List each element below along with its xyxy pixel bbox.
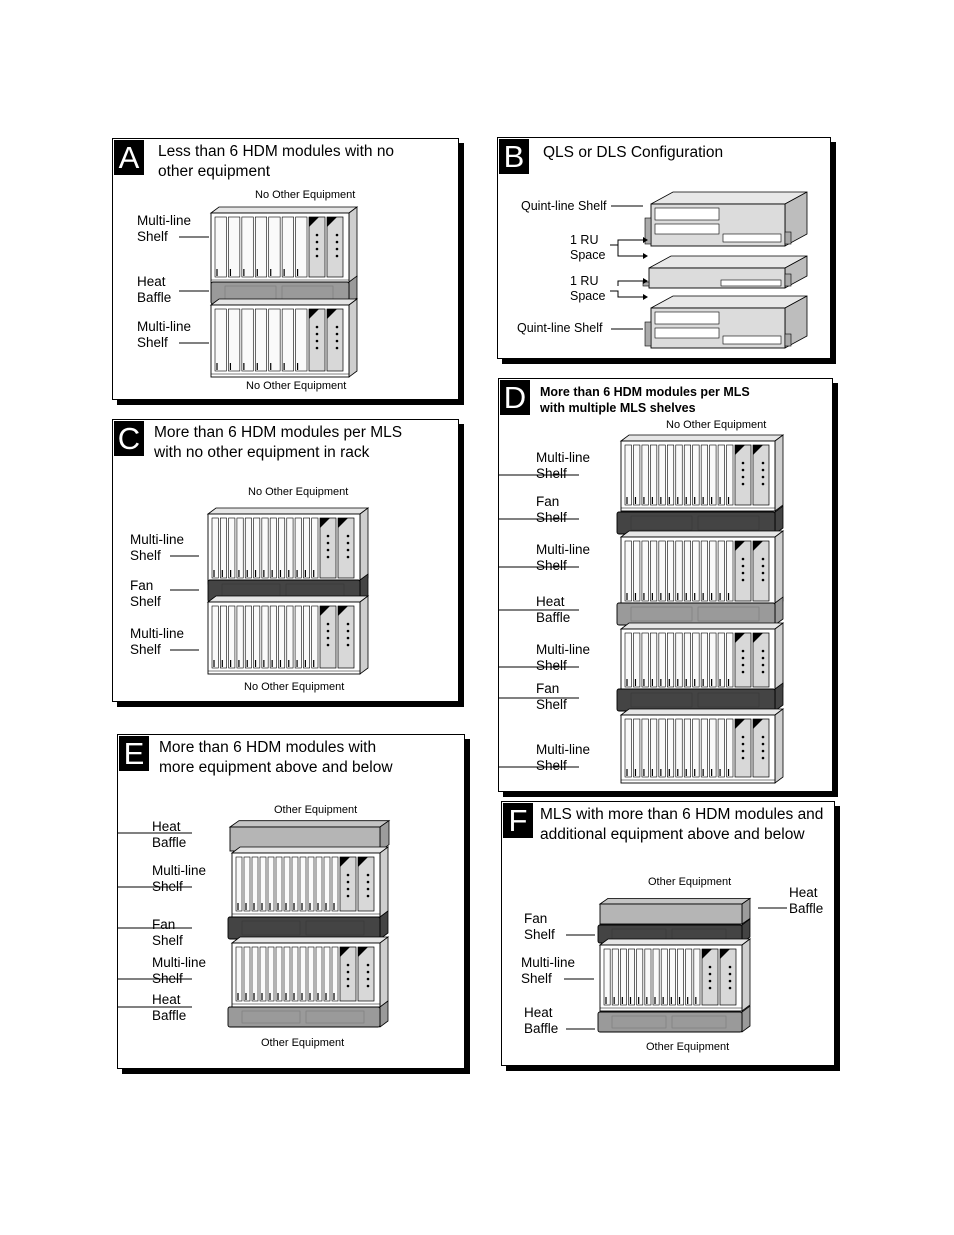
top-caption: No Other Equipment xyxy=(248,486,349,498)
hdm-module xyxy=(753,719,769,777)
label-space: Space xyxy=(570,248,606,262)
line-card-slot xyxy=(694,949,700,1005)
line-card-slot xyxy=(287,518,293,578)
label-line2: Shelf xyxy=(130,594,161,609)
line-card-slot xyxy=(295,606,301,668)
line-card-slot xyxy=(642,633,648,687)
line-card-slot xyxy=(637,949,643,1005)
label-multi-line-shelf: Multi-line xyxy=(137,319,192,334)
line-card-slot xyxy=(653,949,659,1005)
line-card-slot xyxy=(693,445,699,505)
line-card-slot xyxy=(620,949,626,1005)
hdm-module xyxy=(720,949,736,1005)
line-card-slot xyxy=(625,633,631,687)
component-label-line2: Shelf xyxy=(536,466,567,481)
panel-title: MLS with more than 6 HDM modules and additional equipment above and below xyxy=(540,806,824,843)
line-card-slot xyxy=(332,947,338,1001)
line-card-slot xyxy=(215,217,226,277)
line-card-slot xyxy=(324,947,330,1001)
line-card-slot xyxy=(242,217,253,277)
line-card-slot xyxy=(701,541,707,601)
label-fan-shelf: Fan xyxy=(524,911,548,926)
component-label-line2: Shelf xyxy=(536,758,567,773)
line-card-slot xyxy=(645,949,651,1005)
top-caption: Other Equipment xyxy=(274,804,358,816)
component-label: Fan xyxy=(152,917,176,932)
line-card-slot xyxy=(727,633,733,687)
component-label-line2: Shelf xyxy=(152,971,183,986)
line-card-slot xyxy=(633,445,639,505)
multi-line-shelf xyxy=(621,623,783,693)
hdm-module xyxy=(358,857,374,911)
line-card-slot xyxy=(292,857,298,911)
hdm-module xyxy=(735,541,751,601)
line-card-slot xyxy=(295,518,301,578)
bottom-caption: No Other Equipment xyxy=(244,681,345,693)
line-card-slot xyxy=(228,309,239,371)
line-card-slot xyxy=(252,947,258,1001)
line-card-slot xyxy=(269,217,280,277)
line-card-slot xyxy=(693,719,699,777)
component-label-line2: Baffle xyxy=(536,610,571,625)
line-card-slot xyxy=(270,518,276,578)
line-card-slot xyxy=(245,518,251,578)
multi-line-shelf xyxy=(208,508,368,584)
multi-line-shelf xyxy=(211,299,357,377)
component-label-line2: Baffle xyxy=(152,1008,187,1023)
line-card-slot xyxy=(276,857,282,911)
label-line2: Shelf xyxy=(521,971,552,986)
line-card-slot xyxy=(303,606,309,668)
other-equipment xyxy=(230,821,389,851)
line-card-slot xyxy=(604,949,610,1005)
line-card-slot xyxy=(316,857,322,911)
line-card-slot xyxy=(303,518,309,578)
line-card-slot xyxy=(296,217,307,277)
hdm-module xyxy=(358,947,374,1001)
line-card-slot xyxy=(308,947,314,1001)
line-card-slot xyxy=(269,309,280,371)
line-card-slot xyxy=(324,857,330,911)
quint-line-shelf xyxy=(645,192,807,246)
bottom-caption: No Other Equipment xyxy=(246,380,347,392)
multi-line-shelf xyxy=(211,207,357,283)
label-1ru: 1 RU xyxy=(570,233,599,247)
hdm-module xyxy=(753,541,769,601)
line-card-slot xyxy=(220,518,226,578)
line-card-slot xyxy=(236,857,242,911)
line-card-slot xyxy=(676,633,682,687)
rack-diagram xyxy=(499,379,834,793)
label-line2: Baffle xyxy=(137,290,172,305)
label-space: Space xyxy=(570,289,606,303)
line-card-slot xyxy=(242,309,253,371)
line-card-slot xyxy=(237,518,243,578)
bottom-caption: Other Equipment xyxy=(646,1041,730,1053)
label-heat-baffle: Heat xyxy=(524,1005,553,1020)
label-line2: Baffle xyxy=(524,1021,559,1036)
line-card-slot xyxy=(284,947,290,1001)
line-card-slot xyxy=(260,857,266,911)
panel-e xyxy=(117,734,465,1069)
line-card-slot xyxy=(287,606,293,668)
line-card-slot xyxy=(693,633,699,687)
line-card-slot xyxy=(625,719,631,777)
multi-line-shelf xyxy=(232,937,388,1007)
hdm-module xyxy=(338,606,354,668)
line-card-slot xyxy=(659,445,665,505)
line-card-slot xyxy=(642,445,648,505)
hdm-module xyxy=(338,518,354,578)
hdm-module xyxy=(340,947,356,1001)
panel-b xyxy=(497,137,831,359)
line-card-slot xyxy=(727,719,733,777)
line-card-slot xyxy=(684,719,690,777)
line-card-slot xyxy=(254,518,260,578)
top-caption: No Other Equipment xyxy=(666,419,767,431)
line-card-slot xyxy=(701,445,707,505)
line-card-slot xyxy=(612,949,618,1005)
component-label: Multi-line xyxy=(536,542,591,557)
line-card-slot xyxy=(667,719,673,777)
line-card-slot xyxy=(270,606,276,668)
line-card-slot xyxy=(686,949,692,1005)
line-card-slot xyxy=(676,445,682,505)
line-card-slot xyxy=(633,541,639,601)
line-card-slot xyxy=(212,518,218,578)
line-card-slot xyxy=(659,719,665,777)
label-line2: Shelf xyxy=(137,229,168,244)
line-card-slot xyxy=(727,445,733,505)
line-card-slot xyxy=(296,309,307,371)
multi-line-shelf xyxy=(211,299,357,377)
label-fan-shelf: Fan xyxy=(130,578,154,593)
panel-letter: E xyxy=(119,736,149,771)
hdm-module xyxy=(735,719,751,777)
panel-title: More than 6 HDM modules per MLS with multiple MLS shelves xyxy=(540,385,750,415)
component-label: Multi-line xyxy=(152,955,207,970)
component-label-line2: Shelf xyxy=(536,658,567,673)
line-card-slot xyxy=(245,606,251,668)
line-card-slot xyxy=(718,633,724,687)
component-label: Heat xyxy=(152,992,181,1007)
rack-diagram xyxy=(113,139,460,401)
label-line2: Shelf xyxy=(524,927,555,942)
line-card-slot xyxy=(300,947,306,1001)
multi-line-shelf xyxy=(211,207,357,283)
line-card-slot xyxy=(684,445,690,505)
line-card-slot xyxy=(684,541,690,601)
line-card-slot xyxy=(252,857,258,911)
hdm-module xyxy=(340,857,356,911)
line-card-slot xyxy=(667,633,673,687)
panel-letter: D xyxy=(500,380,530,415)
panel-title: More than 6 HDM modules per MLS with no other equipment in rack xyxy=(154,424,403,461)
line-card-slot xyxy=(633,719,639,777)
line-card-slot xyxy=(684,633,690,687)
component-label: Heat xyxy=(536,594,565,609)
label-line2: Shelf xyxy=(130,548,161,563)
hdm-module xyxy=(753,445,769,505)
label-1ru: 1 RU xyxy=(570,274,599,288)
label-multi-line-shelf: Multi-line xyxy=(130,532,185,547)
line-card-slot xyxy=(669,949,675,1005)
label-heat-baffle: Heat xyxy=(789,885,818,900)
panel-f xyxy=(501,801,835,1066)
line-card-slot xyxy=(300,857,306,911)
component-label-line2: Baffle xyxy=(152,835,187,850)
label-quint-line-shelf: Quint-line Shelf xyxy=(521,199,607,213)
line-card-slot xyxy=(244,947,250,1001)
line-card-slot xyxy=(276,947,282,1001)
label-line2: Shelf xyxy=(130,642,161,657)
hdm-module xyxy=(327,217,343,277)
line-card-slot xyxy=(332,857,338,911)
line-card-slot xyxy=(260,947,266,1001)
line-card-slot xyxy=(642,541,648,601)
top-caption: No Other Equipment xyxy=(255,189,356,201)
line-card-slot xyxy=(676,541,682,601)
line-card-slot xyxy=(229,518,235,578)
rack-diagram xyxy=(113,420,460,703)
bottom-caption: Other Equipment xyxy=(261,1037,345,1049)
hdm-module xyxy=(320,518,336,578)
multi-line-shelf xyxy=(621,531,783,607)
panel-a xyxy=(112,138,459,400)
rack-diagram xyxy=(118,735,466,1070)
line-card-slot xyxy=(667,541,673,601)
line-card-slot xyxy=(316,947,322,1001)
line-card-slot xyxy=(642,719,648,777)
component-label-line2: Shelf xyxy=(536,697,567,712)
line-card-slot xyxy=(710,633,716,687)
line-card-slot xyxy=(625,445,631,505)
panel-title: QLS or DLS Configuration xyxy=(543,144,724,161)
line-card-slot xyxy=(650,719,656,777)
multi-line-shelf xyxy=(621,435,783,511)
line-card-slot xyxy=(633,633,639,687)
line-card-slot xyxy=(676,719,682,777)
line-card-slot xyxy=(308,857,314,911)
panel-letter: F xyxy=(503,803,533,838)
component-label: Multi-line xyxy=(152,863,207,878)
line-card-slot xyxy=(268,947,274,1001)
component-label-line2: Shelf xyxy=(536,510,567,525)
heat-baffle xyxy=(600,898,750,924)
component-label: Fan xyxy=(536,494,560,509)
line-card-slot xyxy=(268,857,274,911)
label-line2: Shelf xyxy=(137,335,168,350)
line-card-slot xyxy=(312,606,318,668)
multi-line-shelf xyxy=(621,709,783,783)
line-card-slot xyxy=(727,541,733,601)
line-card-slot xyxy=(629,949,635,1005)
panel-letter: B xyxy=(499,139,529,174)
line-card-slot xyxy=(278,518,284,578)
component-label: Fan xyxy=(536,681,560,696)
hdm-module xyxy=(735,445,751,505)
line-card-slot xyxy=(237,606,243,668)
line-card-slot xyxy=(710,541,716,601)
label-line2: Baffle xyxy=(789,901,824,916)
line-card-slot xyxy=(215,309,226,371)
hdm-module xyxy=(327,309,343,371)
line-card-slot xyxy=(701,719,707,777)
panel-title: More than 6 HDM modules with more equipment above and below xyxy=(159,739,393,776)
line-card-slot xyxy=(312,518,318,578)
line-card-slot xyxy=(262,606,268,668)
panel-letter: C xyxy=(114,421,144,456)
line-card-slot xyxy=(718,719,724,777)
line-card-slot xyxy=(678,949,684,1005)
line-card-slot xyxy=(284,857,290,911)
hdm-module xyxy=(309,217,325,277)
line-card-slot xyxy=(278,606,284,668)
hdm-module xyxy=(702,949,718,1005)
line-card-slot xyxy=(255,217,266,277)
line-card-slot xyxy=(254,606,260,668)
line-card-slot xyxy=(282,217,293,277)
multi-line-shelf xyxy=(232,847,388,917)
line-card-slot xyxy=(244,857,250,911)
rack-diagram xyxy=(502,802,836,1067)
line-card-slot xyxy=(282,309,293,371)
line-card-slot xyxy=(693,541,699,601)
hdm-module xyxy=(753,633,769,687)
label-multi-line-shelf: Multi-line xyxy=(521,955,576,970)
component-label: Multi-line xyxy=(536,742,591,757)
component-label-line2: Shelf xyxy=(152,879,183,894)
component-label: Multi-line xyxy=(536,642,591,657)
line-card-slot xyxy=(625,541,631,601)
component-label-line2: Shelf xyxy=(536,558,567,573)
quint-line-shelf xyxy=(643,256,807,288)
line-card-slot xyxy=(650,633,656,687)
line-card-slot xyxy=(661,949,667,1005)
panel-c xyxy=(112,419,459,702)
line-card-slot xyxy=(710,445,716,505)
line-card-slot xyxy=(220,606,226,668)
line-card-slot xyxy=(236,947,242,1001)
hdm-module xyxy=(735,633,751,687)
line-card-slot xyxy=(262,518,268,578)
component-label: Multi-line xyxy=(536,450,591,465)
line-card-slot xyxy=(710,719,716,777)
line-card-slot xyxy=(659,633,665,687)
multi-line-shelf xyxy=(208,596,368,674)
label-heat-baffle: Heat xyxy=(137,274,166,289)
top-caption: Other Equipment xyxy=(648,876,732,888)
line-card-slot xyxy=(255,309,266,371)
label-quint-line-shelf: Quint-line Shelf xyxy=(517,321,603,335)
line-card-slot xyxy=(228,217,239,277)
line-card-slot xyxy=(667,445,673,505)
panel-letter: A xyxy=(114,140,144,175)
multi-line-shelf xyxy=(600,939,750,1011)
line-card-slot xyxy=(659,541,665,601)
qls-diagram xyxy=(498,138,832,360)
line-card-slot xyxy=(229,606,235,668)
panel-title: Less than 6 HDM modules with no other equipment xyxy=(158,143,395,180)
line-card-slot xyxy=(292,947,298,1001)
line-card-slot xyxy=(718,445,724,505)
line-card-slot xyxy=(650,541,656,601)
component-label: Heat xyxy=(152,819,181,834)
line-card-slot xyxy=(212,606,218,668)
line-card-slot xyxy=(701,633,707,687)
line-card-slot xyxy=(718,541,724,601)
line-card-slot xyxy=(650,445,656,505)
panel-d xyxy=(498,378,833,792)
component-label-line2: Shelf xyxy=(152,933,183,948)
label-multi-line-shelf: Multi-line xyxy=(130,626,185,641)
quint-line-shelf xyxy=(645,296,807,348)
label-multi-line-shelf: Multi-line xyxy=(137,213,192,228)
